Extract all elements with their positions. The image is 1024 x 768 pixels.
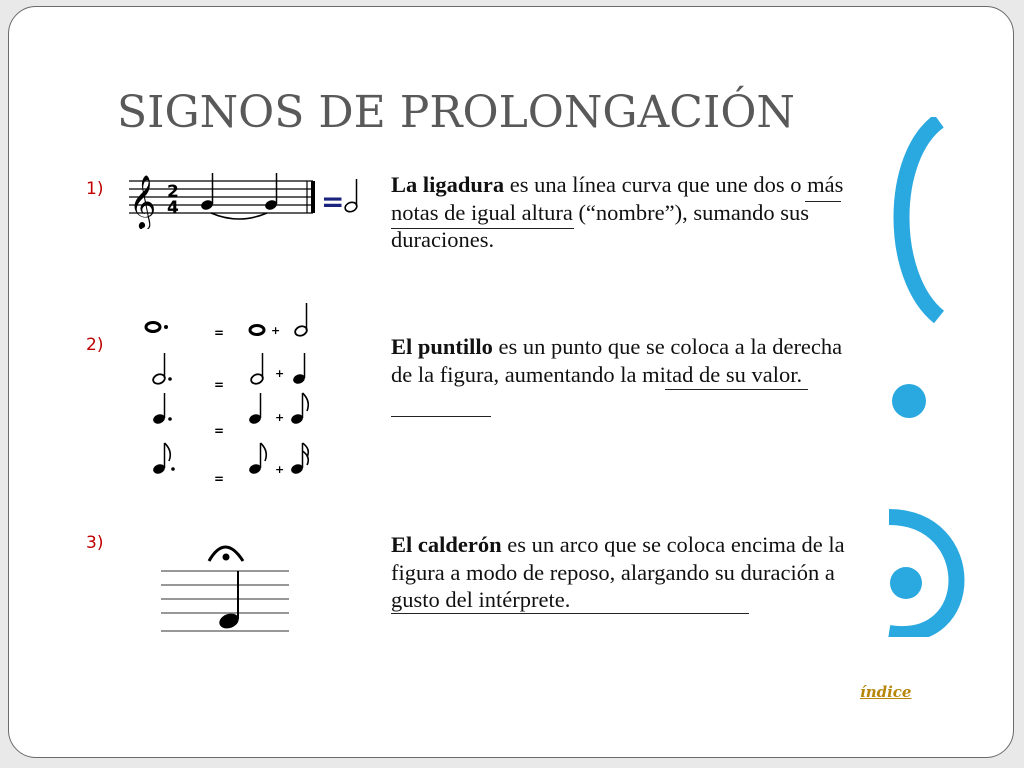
dot-arc-center [890, 567, 922, 599]
parenthesis-deco [902, 121, 940, 317]
fermata-figure [157, 535, 297, 639]
term-2: El puntillo [391, 334, 493, 359]
item-number-2: 2) [86, 335, 104, 355]
dotted-notes-figure [139, 291, 319, 487]
time-sig-bottom: 4 [167, 198, 179, 218]
term-1: La ligadura [391, 172, 505, 197]
treble-clef-icon: 𝄞 [129, 174, 157, 228]
paragraph-3 [391, 531, 853, 614]
svg-text:+: + [275, 411, 285, 424]
slide [8, 6, 1014, 758]
underline [665, 389, 808, 390]
text-3: es un arco que se coloca encima de la figura a modo de reposo, alargando su duración a gusto del intérprete. [391, 532, 845, 612]
svg-text:+: + [271, 324, 281, 337]
svg-text:+: + [275, 367, 285, 380]
underline [805, 201, 841, 202]
page-title: SIGNOS DE PROLONGACIÓN [117, 87, 795, 138]
item-number-3: 3) [86, 533, 104, 553]
underline [391, 613, 749, 614]
tie-figure [121, 167, 371, 229]
svg-text:=: = [214, 378, 225, 392]
paragraph-2 [391, 333, 861, 388]
term-3: El calderón [391, 532, 502, 557]
underline [391, 228, 574, 229]
text-2: es un punto que se coloca a la derecha de la figura, aumentando la mitad de su valor. [391, 334, 843, 387]
svg-text:=: = [214, 472, 225, 486]
index-link[interactable]: índice [860, 683, 912, 701]
svg-text:=: = [214, 326, 225, 340]
svg-text:+: + [275, 463, 285, 476]
time-sig-top: 2 [167, 182, 179, 202]
dot-deco [892, 384, 926, 418]
equals-sign: = [321, 185, 345, 218]
item-number-1: 1) [86, 179, 104, 199]
tie-arc [211, 213, 267, 219]
svg-text:=: = [214, 424, 225, 438]
underline [391, 416, 491, 417]
text-1: es una línea curva que une dos o más notas de igual altura (“nombre”), sumando sus duraciones. [391, 172, 844, 252]
paragraph-1 [391, 171, 861, 254]
blue-symbols-deco [869, 117, 979, 637]
